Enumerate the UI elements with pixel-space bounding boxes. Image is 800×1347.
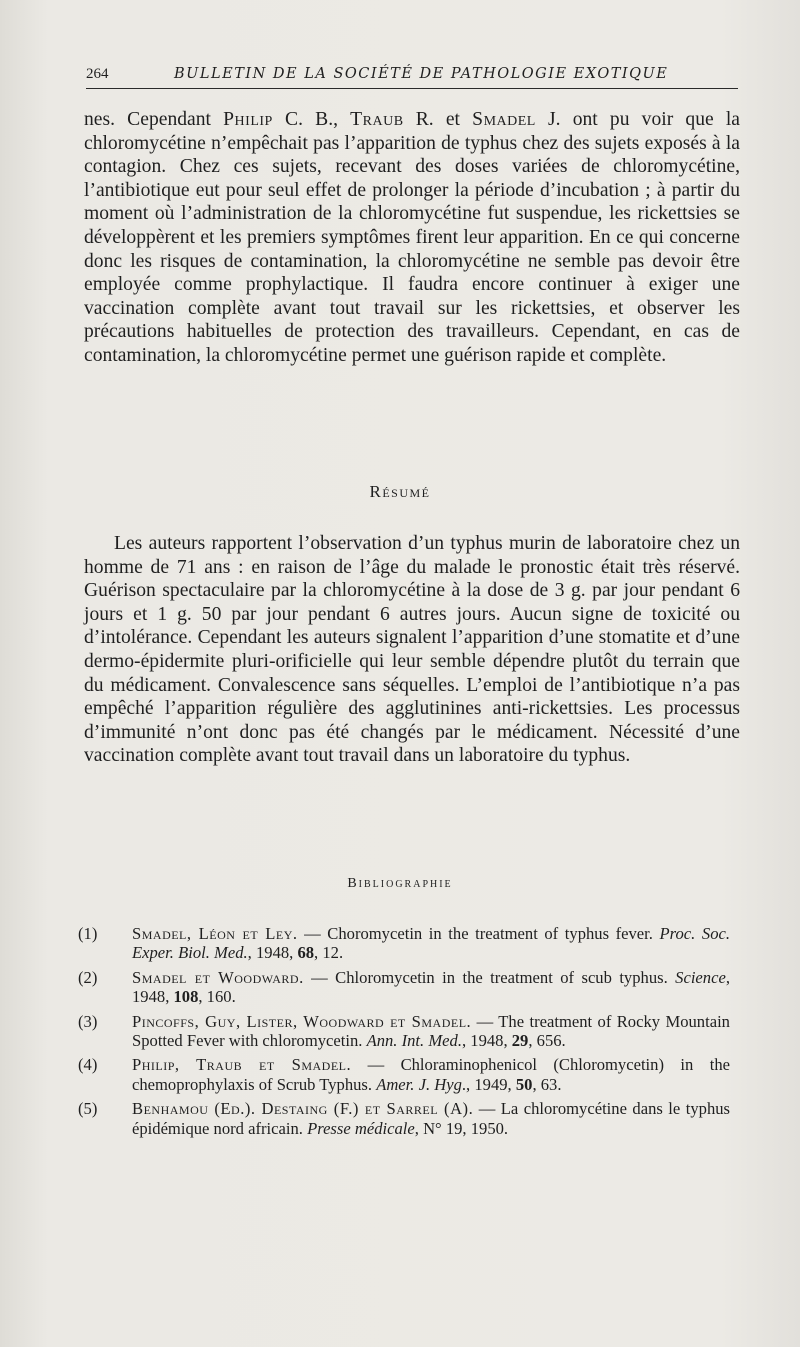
reference-journal: Science [675,967,726,987]
page-number: 264 [86,66,109,82]
reference-year: , 1948, [461,1031,512,1051]
reference-volume: 29 [511,1031,529,1051]
running-header [86,62,738,89]
body-text-segment: R. et [403,109,473,130]
reference-journal: Ann. Int. Med. [366,1031,462,1051]
reference-journal: Proc. Soc. Exper. Biol. Med. [132,924,731,963]
reference-year: , 1948, [247,943,298,963]
reference-title: — La chloromycétine dans le typhus épidémique nord africain. [132,1099,731,1138]
reference-number: (1) [78,924,98,943]
reference-year: , N° 19, 1950. [414,1118,509,1138]
body-paragraph [84,108,740,368]
reference-authors: Philip, Traub et Smadel. [132,1055,352,1075]
body-text [84,108,740,368]
reference-pages: , 656. [528,1031,566,1051]
bibliography-list [78,924,730,1143]
reference-item [78,1012,730,1051]
reference-authors: Pincoffs, Guy, Lister, Woodward et Smadel. [132,1011,472,1031]
reference-number: (4) [78,1055,98,1075]
resume-paragraph: Les auteurs rapportent l’observation d’un typhus murin de laboratoire chez un homme de 71 ans : en raison de l’âge du malade le pronostic était très réservé. Guérison spectaculaire par la chloromycétine à la dose de 3 g. par jour pendant 6 jours et 1 g. 50 par jour pendant 6 autres jours. Aucun signe de toxicité ou d’intolérance. Cependant les auteurs signalent l’apparition d’une stomatite et d’une dermo-épidermite pluri-orificielle qui leur semble dépendre plutôt du terrain que du médicament. Convalescence sans séquelles. L’emploi de l’antibiotique n’a pas empêché l’apparition régulière des agglutinines anti-rickettsies. Les processus d’immunité n’ont donc pas été changés par le médicament. Nécessité d’une vaccination complète avant tout travail dans un laboratoire du typhus. [84,533,740,767]
reference-title: — Chloromycetin in the treatment of scub typhus. [303,967,676,987]
reference-authors: Benhamou (Ed.). Destaing (F.) et Sarrel (A). [132,1099,474,1119]
reference-journal: Amer. J. Hyg [376,1074,462,1094]
reference-authors: Smadel et Woodward. [132,967,304,987]
body-text-segment: C. B., [272,109,351,130]
reference-title: — Choromycetin in the treatment of typhus fever. [297,924,660,943]
author-name: Smadel [472,109,536,130]
reference-title: — Chloraminophenicol (Chloromycetin) in the chemoprophylaxis of Scrub Typhus. [132,1055,730,1094]
reference-volume: 50 [515,1074,533,1094]
reference-number: (5) [78,1099,98,1119]
reference-volume: 108 [173,987,199,1007]
author-name: Philip [223,109,273,130]
resume-section [84,532,740,768]
reference-pages: , 12. [314,943,344,963]
reference-item [78,1055,730,1094]
reference-item [78,924,730,963]
reference-number: (2) [78,967,98,987]
reference-number: (3) [78,1011,98,1031]
reference-item [78,1099,730,1138]
reference-journal: Presse médicale [307,1118,415,1138]
body-text-segment: J. ont pu voir que la chloromycétine n’empêchait pas l’apparition de typhus chez des sujets exposés à la contagion. Chez ces sujets, recevant des doses variées de chloromycétine, l’antibiotique eut pour seul effet de prolonger la période d’incubation ; à partir du moment où l’administration de la chloromycétine fut suspendue, les rickettsies se développèrent et les premiers symptômes firent leur apparition. En ce qui concerne donc les risques de contamination, la chloromycétine ne semble pas devoir être employée comme prophylactique. Il faudra encore continuer à exiger une vaccination complète avant tout travail sur les rickettsies, et observer les précautions habituelles de protection des travailleurs. Cependant, en cas de contamination, la chloromycétine permet une guérison rapide et complète. [84,109,741,366]
reference-title: — The treatment of Rocky Mountain Spotted Fever with chloromycetin. [132,1011,730,1051]
reference-year: , 1948, [132,967,730,1007]
reference-year: ., 1949, [461,1074,516,1094]
reference-volume: 68 [297,943,315,963]
reference-item [78,968,730,1007]
bibliography-heading: Bibliographie [347,876,453,891]
reference-pages: , 160. [198,987,236,1007]
running-title: BULLETIN DE LA SOCIÉTÉ DE PATHOLOGIE EXOTIQUE [174,66,669,82]
body-text-segment: nes. Cependant [84,109,224,130]
resume-heading: Résumé [369,482,431,501]
author-name: Traub [350,109,404,130]
reference-pages: , 63. [532,1074,562,1094]
reference-authors: Smadel, Léon et Ley. [132,924,298,943]
